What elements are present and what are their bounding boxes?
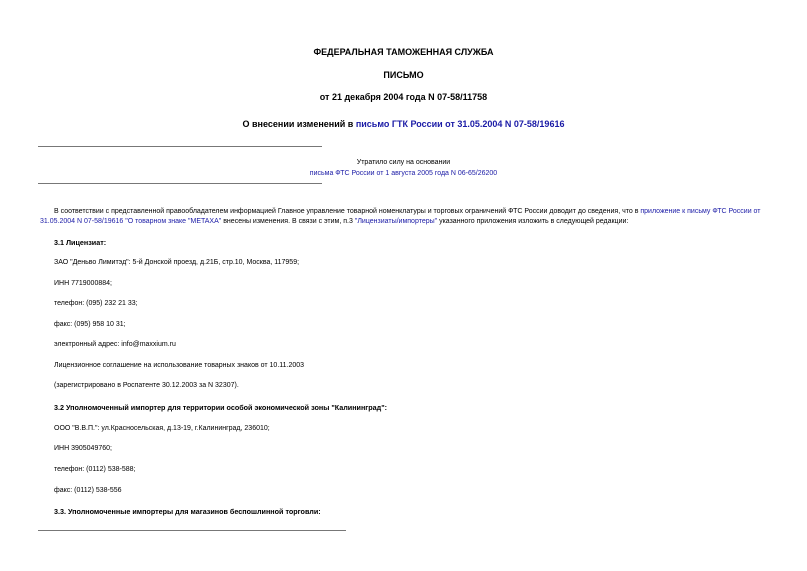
license-agreement: Лицензионное соглашение на использование товарных знаков от 10.11.2003 [54,362,305,369]
section-3-2-title: 3.2 Уполномоченный импортер для территории особой экономической зоны "Калининград": [54,403,388,412]
intro-link-licensees[interactable]: "Лицензиаты/импортеры" [354,218,438,225]
licensee-email: электронный адрес: info@maxxium.ru [54,341,176,348]
status-note-text: Утратило силу на основании [356,159,451,166]
document-date-number: от 21 декабря 2004 года N 07-58/11758 [319,92,488,102]
intro-text-2: внесены изменения. В связи с этим, п.3 [221,218,355,225]
importer-phone: телефон: (0112) 538-588; [54,466,136,473]
section-3-3-title: 3.3. Уполномоченные импортеры для магазинов беспошлинной торговли: [54,507,321,516]
divider-top [38,146,322,147]
status-note [0,157,807,179]
subject-link[interactable]: письмо ГТК России от 31.05.2004 N 07-58/19616 [355,119,565,129]
intro-text-1: В соответствии с представленной правообладателем информацией Главное управление товарной номенклатуры и торговых ограничений ФТС России доводит до сведения, что в [54,208,641,215]
organization-title: ФЕДЕРАЛЬНАЯ ТАМОЖЕННАЯ СЛУЖБА [313,47,494,57]
document-type: ПИСЬМО [383,70,424,80]
divider-bottom [38,530,346,531]
importer-inn: ИНН 3905049760; [54,445,112,452]
license-registration: (зарегистрировано в Роспатенте 30.12.2003 за N 32307). [54,382,239,389]
licensee-inn: ИНН 7719000884; [54,280,112,287]
document-subject [0,119,807,129]
subject-prefix: О внесении изменений в [242,119,356,129]
importer-fax: факс: (0112) 538-556 [54,487,122,494]
section-3-1-title: 3.1 Лицензиат: [54,238,107,247]
importer-name-address: ООО "В.В.П.": ул.Красносельская, д.13-19, г.Калининград, 236010; [54,425,270,432]
licensee-name-address: ЗАО "Деньво Лимитэд": 5-й Донской проезд, д.21Б, стр.10, Москва, 117959; [54,259,300,266]
intro-paragraph [40,207,780,227]
intro-text-3: указанного приложения изложить в следующей редакции: [437,218,629,225]
licensee-phone: телефон: (095) 232 21 33; [54,300,138,307]
divider-middle [38,183,322,184]
intro-link-letter[interactable]: приложение к письму ФТС России от 31.05.2004 N 07-58/19616 "О товарном знаке "METAXA" [40,208,761,225]
status-note-link[interactable]: письма ФТС России от 1 августа 2005 года N 06-65/26200 [309,170,498,177]
licensee-fax: факс: (095) 958 10 31; [54,321,126,328]
